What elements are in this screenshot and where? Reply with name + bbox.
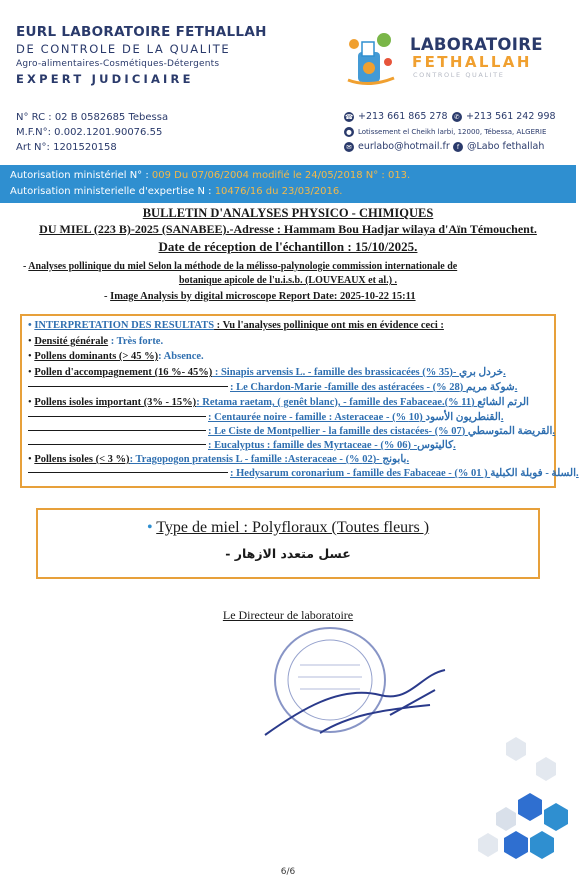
logo-subtitle: CONTROLE QUALITE [413,71,505,79]
authorization-ministerial: Autorisation ministériel N° : 009 Du 07/06/2004 modifié le 24/05/2018 N° : 013. [10,170,411,181]
phone-icon: ☎ [344,112,354,121]
director-title: Le Directeur de laboratoire [222,608,354,622]
isoles-line-2: : Hedysarum coronarium - famille des Fabaceae - السلة - فوبلة الكبلية ( 01 %). [28,467,579,479]
important-line-4: : Eucalyptus : famille des Myrtaceae - كاليتوس- (06 %). [28,439,456,451]
logo-name: FETHALLAH [412,53,532,71]
address: ● Lotissement el Cheikh larbi, 12000, Tébessa, ALGERIE [344,127,546,137]
method-line-1: - Analyses pollinique du miel Selon la méthode de la mélisso-palynologie commission internationale de [23,261,458,272]
email: ✉ eurlabo@hotmail.fr [344,141,450,152]
honey-type-arabic: - عسل متعدد الازهار [225,546,351,561]
logo-title: LABORATOIRE [410,35,543,54]
company-subtitle: DE CONTROLE DE LA QUALITE [16,42,231,56]
email-icon: ✉ [344,142,354,152]
bulletin-title: BULLETIN D'ANALYSES PHYSICO - CHIMIQUES [142,206,434,220]
dominant-line: • Pollens dominants (> 45 %): Absence. [28,351,204,362]
location-icon: ● [344,127,354,137]
results-heading: • INTERPRETATION DES RESULTATS : Vu l'analyses pollinique ont mis en évidence ceci : [28,320,444,331]
company-name: EURL LABORATOIRE FETHALLAH [16,24,267,40]
expert-label: EXPERT JUDICIAIRE [16,72,194,86]
accompaniment-line-2: : Le Chardon-Marie -famille des astéracées - شوكة مريم (28 %). [28,381,517,393]
art-number: Art N°: 1201520158 [16,142,117,153]
method-line-2: botanique apicole de l'u.i.s.b. (LOUVEAUX et al.) . [178,275,398,286]
important-line-1: • Pollens isoles important (3% - 15%): Retama raetam, ( genêt blanc), - famille des Fabaceae. الرتم الشائع (11 %) [28,397,529,408]
accompaniment-line-1: • Pollen d'accompagnement (16 %- 45%) : Sinapis arvensis L. - famille des brassicacées خردل بري -(35 %). [28,367,506,378]
report-date: - Image Analysis by digital microscope Report Date: 2025-10-22 15:11 [104,291,416,302]
page-number: 6/6 [280,867,296,877]
company-tagline: Agro-alimentaires-Cosmétiques-Détergents [16,59,220,69]
decorative-hexagons [476,735,572,865]
facebook-icon: f [453,142,463,152]
lab-logo-icon [344,22,406,88]
authorization-expertise: Autorisation ministerielle d'expertise N : 10476/16 du 23/03/2016. [10,186,343,197]
facebook: f @Labo fethallah [453,141,544,152]
mf-number: M.F.N°: 0.002.1201.90076.55 [16,127,163,138]
honey-type: • Type de miel : Polyfloraux (Toutes fleurs ) [146,519,430,536]
rc-number: N° RC : 02 B 0582685 Tebessa [16,112,169,123]
important-line-3: : Le Ciste de Montpellier - la famille des cistacées- القريضة المتوسطي (07 %). [28,425,555,437]
density-line: • Densité générale : Très forte. [28,336,164,347]
phone-1: ☎ +213 661 865 278 [344,111,448,122]
official-stamp-signature [260,615,460,755]
sample-description: DU MIEL (223 B)-2025 (SANABEE).-Adresse : Hammam Bou Hadjar wilaya d'Aïn Témouchent. [39,222,537,236]
phone-2: ✆ +213 561 242 998 [452,111,556,122]
important-line-2: : Centaurée noire - famille : Asteraceae - القنطريون الأسود (10 %). [28,411,503,423]
whatsapp-icon: ✆ [452,112,462,122]
reception-date: Date de réception de l'échantillon : 15/10/2025. [158,239,418,254]
isoles-line-1: • Pollens isoles (< 3 %): Tragopogon pratensis L - famille :Asteraceae - بابونج -(02 %). [28,454,410,465]
